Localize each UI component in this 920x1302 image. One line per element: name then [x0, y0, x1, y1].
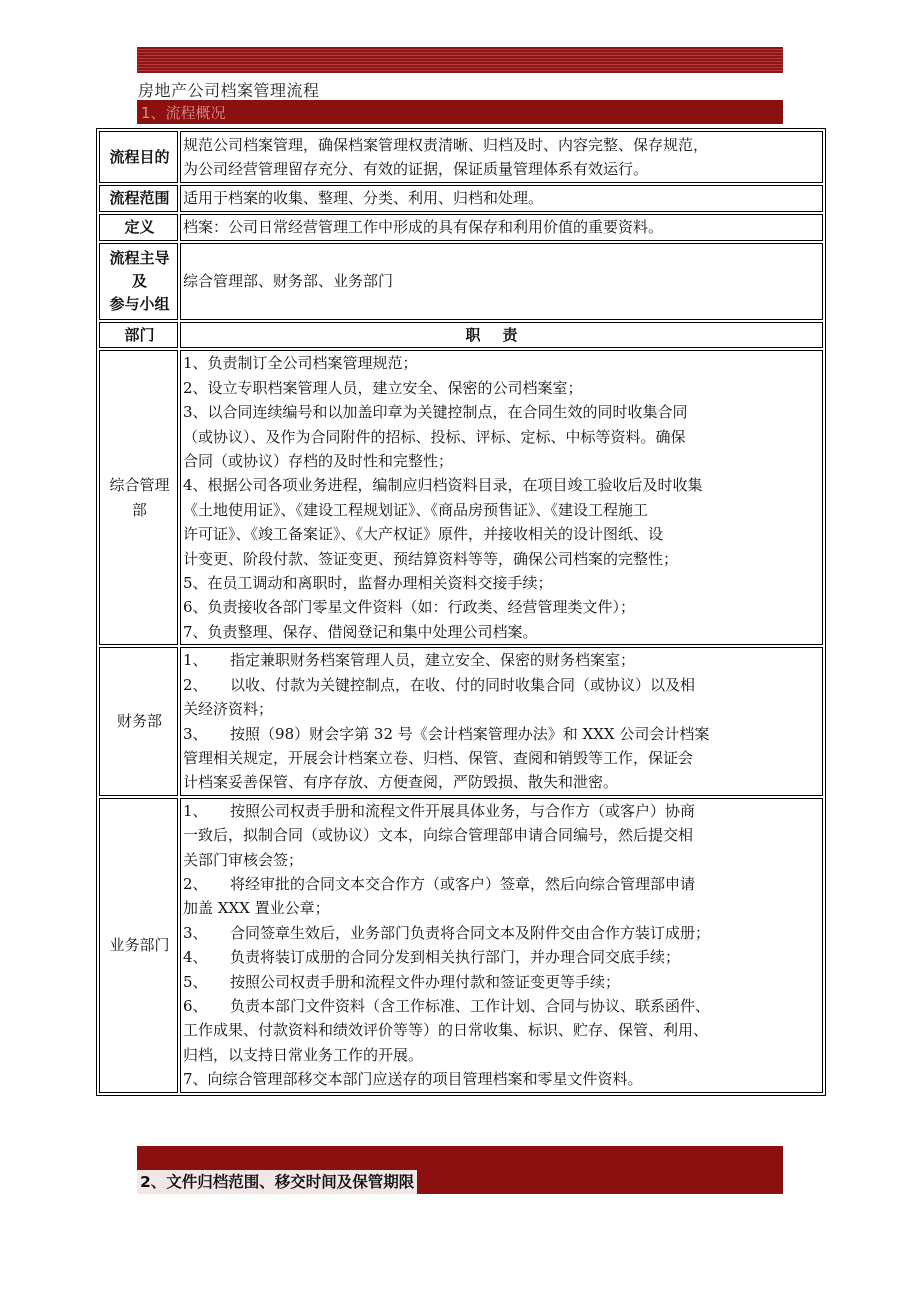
dept-duties: [180, 647, 823, 795]
duty-line: 关经济资料；: [183, 700, 274, 719]
duty-line: 2、 以收、付款为关键控制点，在收、付的同时收集合同（或协议）以及相: [183, 675, 696, 694]
definition-content: 档案：公司日常经营管理工作中形成的具有保存和利用价值的重要资料。: [180, 214, 823, 241]
duty-line: （或协议）、及作为合同附件的招标、投标、评标、定标、中标等资料。确保: [183, 427, 686, 446]
duty-line: 3、 合同签章生效后，业务部门负责将合同文本及附件交由合作方装订成册；: [183, 923, 711, 942]
dept-row-business: [99, 798, 823, 1093]
duty-line: 6、 负责本部门文件资料（含工作标准、工作计划、合同与协议、联系函件、: [183, 996, 711, 1015]
dept-row-finance: [99, 647, 823, 795]
duty-line: 计变更、阶段付款、签证变更、预结算资料等等，确保公司档案的完整性；: [183, 549, 679, 568]
duty-line: 《土地使用证》、《建设工程规划证》、《商品房预售证》、《建设工程施工: [183, 500, 649, 519]
duty-header-row: [99, 322, 823, 348]
duty-line: 3、以合同连续编号和以加盖印章为关键控制点，在合同生效的同时收集合同: [183, 403, 688, 422]
lead-label: [99, 243, 178, 320]
purpose-line: 规范公司档案管理，确保档案管理权责清晰、归档及时、内容完整、保存规范，: [183, 135, 709, 154]
lead-label-line: 流程主导: [109, 249, 170, 267]
document-title: 房地产公司档案管理流程: [138, 81, 320, 100]
purpose-row: [99, 131, 823, 183]
scope-row: [99, 185, 823, 212]
duties-header: 职责: [180, 322, 823, 348]
duty-line: 3、 按照（98）财会字第 32 号《会计档案管理办法》和 XXX 公司会计档案: [183, 724, 710, 743]
duty-line: 6、负责接收各部门零星文件资料（如：行政类、经营管理类文件）；: [183, 598, 636, 617]
definition-label: 定义: [99, 214, 178, 241]
dept-duties: [180, 798, 823, 1093]
dept-header: 部门: [99, 322, 178, 348]
duty-line: 合同（或协议）存档的及时性和完整性；: [183, 452, 454, 471]
duty-line: 2、设立专职档案管理人员，建立安全、保密的公司档案室；: [183, 378, 583, 397]
duty-line: 关部门审核会签；: [183, 850, 304, 869]
duty-line: 许可证》、《竣工备案证》、《大产权证》原件，并接收相关的设计图纸、设: [183, 525, 664, 544]
lead-row: [99, 243, 823, 320]
lead-label-line: 及: [131, 272, 147, 290]
duty-line: 4、根据公司各项业务进程，编制应归档资料目录，在项目竣工验收后及时收集: [183, 476, 703, 495]
lead-content: 综合管理部、财务部、业务部门: [180, 243, 823, 320]
duty-line: 7、负责整理、保存、借阅登记和集中处理公司档案。: [183, 622, 538, 641]
scope-content: 适用于档案的收集、整理、分类、利用、归档和处理。: [180, 185, 823, 212]
duty-line: 1、负责制订全公司档案管理规范；: [183, 354, 418, 373]
dept-name: [99, 798, 178, 1093]
section-2-banner: [137, 1146, 783, 1194]
purpose-label: 流程目的: [99, 131, 178, 183]
scope-label: 流程范围: [99, 185, 178, 212]
duty-line: 工作成果、付款资料和绩效评价等等）的日常收集、标识、贮存、保管、利用、: [183, 1021, 709, 1040]
dept-name-line: 财务部: [116, 712, 162, 731]
section-2-heading: 2、文件归档范围、移交时间及保管期限: [137, 1170, 417, 1194]
duty-line: 5、 按照公司权责手册和流程文件办理付款和签证变更等手续；: [183, 972, 621, 991]
header-decorative-bar: [137, 47, 783, 73]
dept-name: [99, 350, 178, 645]
purpose-content: [180, 131, 823, 183]
purpose-line: 为公司经营管理留存充分、有效的证据，保证质量管理体系有效运行。: [183, 160, 649, 178]
section-1-banner: [137, 100, 783, 124]
dept-name-line: 部: [131, 500, 147, 519]
duty-line: 4、 负责将装订成册的合同分发到相关执行部门，并办理合同交底手续；: [183, 948, 681, 967]
dept-name-line: 业务部门: [109, 935, 170, 954]
duty-line: 一致后，拟制合同（或协议）文本，向综合管理部申请合同编号，然后提交相: [183, 826, 694, 845]
duty-line: 7、向综合管理部移交本部门应送存的项目管理档案和零星文件资料。: [183, 1070, 643, 1089]
duty-line: 1、 按照公司权责手册和流程文件开展具体业务，与合作方（或客户）协商: [183, 801, 696, 820]
dept-row-general: [99, 350, 823, 645]
definition-row: [99, 214, 823, 241]
lead-label-line: 参与小组: [109, 295, 170, 313]
duty-line: 5、在员工调动和离职时，监督办理相关资料交接手续；: [183, 574, 553, 593]
dept-name-line: 综合管理: [109, 476, 170, 495]
dept-name: [99, 647, 178, 795]
duty-line: 1、 指定兼职财务档案管理人员，建立安全、保密的财务档案室；: [183, 651, 636, 670]
duty-line: 2、 将经审批的合同文本交合作方（或客户）签章，然后向综合管理部申请: [183, 874, 696, 893]
duty-line: 归档，以支持日常业务工作的开展。: [183, 1045, 424, 1064]
process-table: [96, 128, 826, 1096]
section-1-heading: 1、流程概况: [141, 104, 226, 122]
duty-line: 加盖 XXX 置业公章；: [183, 899, 330, 918]
duty-line: 管理相关规定，开展会计档案立卷、归档、保管、查阅和销毁等工作，保证会: [183, 748, 694, 767]
duty-line: 计档案妥善保管、有序存放、方便查阅，严防毁损、散失和泄密。: [183, 773, 619, 792]
dept-duties: [180, 350, 823, 645]
